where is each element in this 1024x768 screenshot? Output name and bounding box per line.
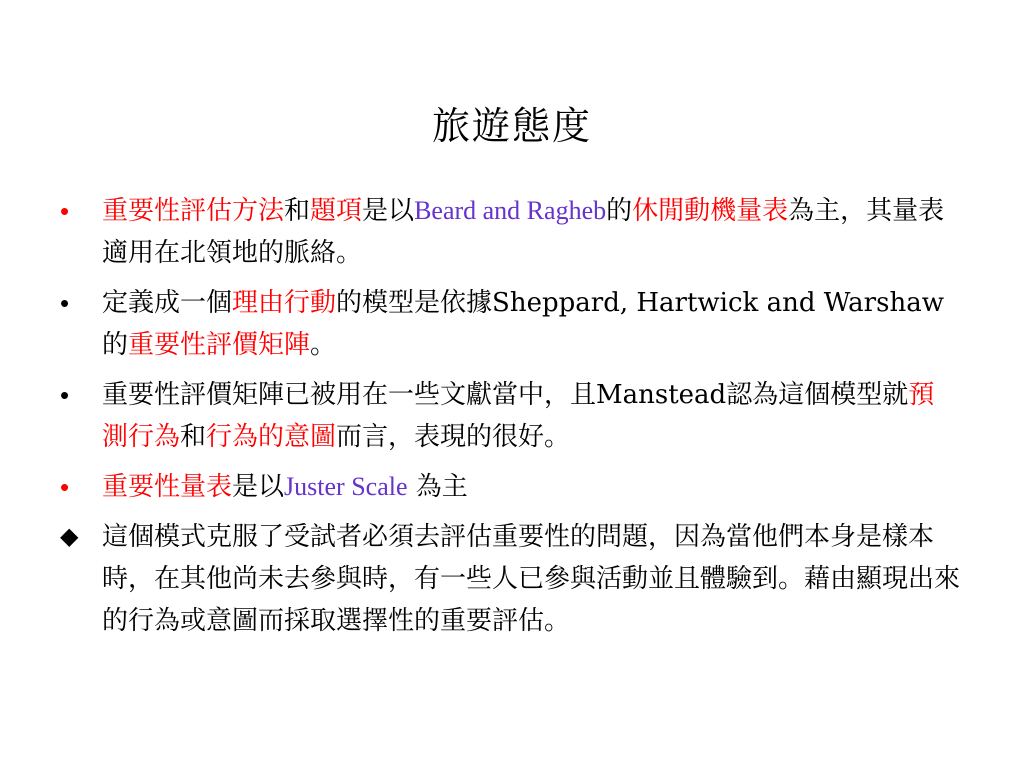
segment: 理由行動	[232, 288, 337, 318]
segment: 是以	[232, 472, 285, 502]
segment: Beard and Ragheb	[414, 196, 607, 225]
segment: 為主	[407, 472, 468, 502]
segment: 和	[284, 196, 311, 226]
segment: 為主，其量表適用在北領地的脈絡。	[102, 196, 945, 268]
segment: 重要性評價矩陣	[128, 330, 311, 360]
segment: Juster Scale	[284, 472, 408, 501]
segment: 休閒動機量表	[632, 196, 789, 226]
segment: 行為的意圖	[206, 422, 337, 452]
segment: 重要性量表	[102, 472, 233, 502]
segment: 這個模式克服了受試者必須去評估重要性的問題，因為當他們本身是樣本時，在其他尚未去參與時，有一些人已參與活動並且體驗到。藉由顯現出來的行為或意圖而採取選擇性的重要評估。	[102, 522, 961, 636]
bullet-marker: •	[60, 288, 70, 318]
segment: 定義成一個	[102, 288, 233, 318]
bullet-marker: •	[60, 196, 70, 226]
bullet-item-2	[60, 282, 960, 366]
segment: 重要性評估方法	[102, 196, 285, 226]
bullet-marker: •	[60, 472, 70, 502]
segment: 題項	[310, 196, 363, 226]
slide-title: 旅遊態度	[431, 104, 592, 148]
bullet-item-4	[60, 466, 960, 508]
segment: 和	[180, 422, 207, 452]
segment: 的	[606, 196, 633, 226]
bullet-item-1	[60, 190, 960, 274]
segment: 而言，表現的很好。	[336, 422, 571, 452]
segment: 重要性評價矩陣已被用在一些文獻當中，且Manstead認為這個模型就	[102, 380, 909, 410]
segment: 的模型是依據Sheppard, Hartwick and Warshaw 的	[102, 288, 944, 360]
segment: 是以	[362, 196, 415, 226]
bullet-list	[60, 190, 960, 650]
diamond-bullet-icon: ◆	[60, 523, 79, 550]
segment: 預測行為	[102, 380, 935, 452]
bullet-item-3	[60, 374, 960, 458]
bullet-marker: •	[60, 380, 70, 410]
segment: 。	[310, 330, 337, 360]
bullet-item-5	[60, 516, 960, 642]
